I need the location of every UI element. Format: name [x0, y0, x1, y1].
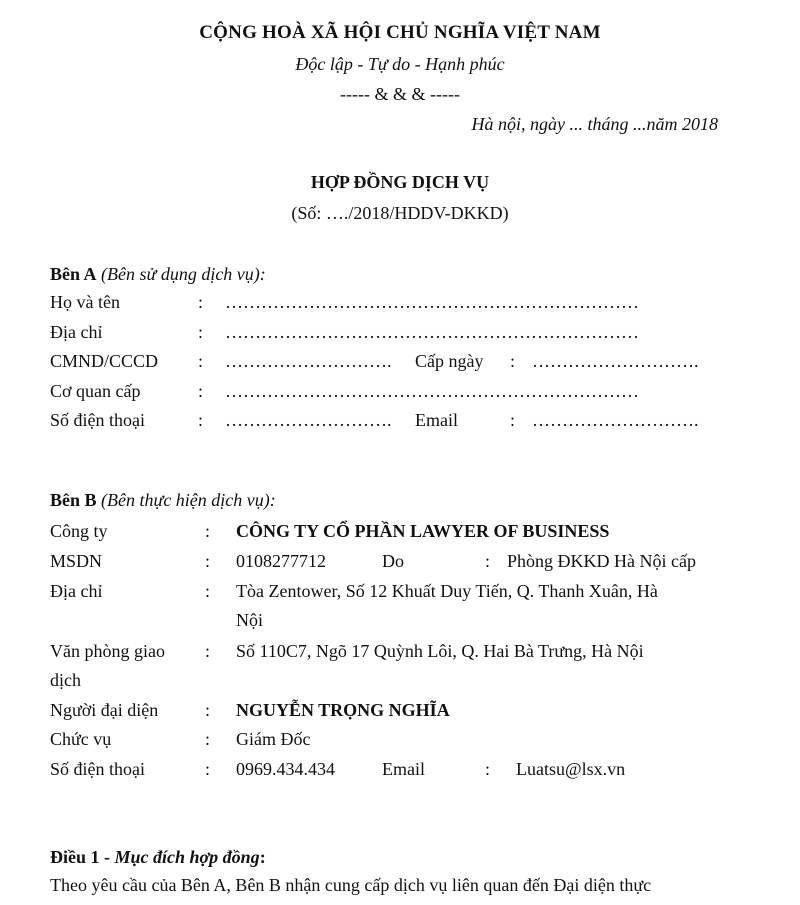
party-a-desc: (Bên sử dụng dịch vụ): — [101, 264, 266, 284]
email-label: Email — [382, 759, 425, 779]
party-b-company-row — [50, 521, 730, 547]
party-b-address-row-2 — [50, 610, 730, 636]
field-colon: : — [205, 521, 211, 541]
email-blank: ………………………. — [532, 410, 699, 430]
field-colon: : — [205, 641, 211, 661]
field-colon: : — [205, 551, 211, 571]
party-b-msdn-row — [50, 551, 730, 577]
party-b-position-row — [50, 729, 730, 755]
field-label: Công ty — [50, 521, 108, 541]
address-line-1: Tòa Zentower, Số 12 Khuất Duy Tiến, Q. Thanh Xuân, Hà — [236, 581, 658, 601]
field-colon: : — [198, 410, 204, 430]
party-b-office-row — [50, 641, 730, 667]
field-colon: : — [485, 551, 491, 571]
party-b-phone-row — [50, 759, 730, 785]
article-1-colon: : — [259, 847, 266, 867]
article-1-number: Điều 1 - — [50, 847, 110, 867]
national-motto: Độc lập - Tự do - Hạnh phúc — [295, 54, 505, 74]
field-colon: : — [510, 410, 516, 430]
email-value: Luatsu@lsx.vn — [516, 759, 626, 779]
party-a-heading — [50, 264, 266, 285]
article-1-heading — [50, 847, 266, 868]
party-b-desc: (Bên thực hiện dịch vụ): — [101, 490, 276, 510]
party-b-office-row-2 — [50, 670, 730, 696]
field-label: Địa chỉ — [50, 581, 103, 601]
field-colon: : — [485, 759, 491, 779]
field-label: Chức vụ — [50, 729, 112, 749]
address-blank: …………………………………………………………… — [225, 322, 639, 342]
field-label: Họ và tên — [50, 292, 120, 312]
field-label: Cơ quan cấp — [50, 381, 141, 401]
name-blank: …………………………………………………………… — [225, 292, 639, 312]
field-label: CMND/CCCD — [50, 351, 159, 371]
issue-date-label: Cấp ngày — [415, 351, 484, 371]
field-label: MSDN — [50, 551, 103, 571]
party-a-address-row — [50, 322, 730, 348]
party-a-name-row — [50, 292, 730, 318]
phone-blank: ………………………. — [225, 410, 392, 430]
field-label: Số điện thoại — [50, 759, 145, 779]
email-label: Email — [415, 410, 458, 430]
field-label: Địa chỉ — [50, 322, 103, 342]
field-label: Người đại diện — [50, 700, 159, 720]
field-colon: : — [198, 292, 204, 312]
field-colon: : — [510, 351, 516, 371]
party-b-address-row — [50, 581, 730, 607]
field-colon: : — [205, 729, 211, 749]
field-colon: : — [198, 381, 204, 401]
party-a-label: Bên A — [50, 264, 97, 284]
party-b-label: Bên B — [50, 490, 97, 510]
article-1-title: Mục đích hợp đồng — [114, 847, 260, 867]
ornament-divider: ----- & & & ----- — [340, 84, 460, 104]
party-b-heading — [50, 490, 276, 511]
field-colon: : — [198, 351, 204, 371]
address-line-2: Nội — [236, 610, 263, 630]
national-title: CỘNG HOÀ XÃ HỘI CHỦ NGHĨA VIỆT NAM — [199, 22, 601, 43]
field-colon: : — [205, 581, 211, 601]
contract-number: (Số: …./2018/HDDV-DKKD) — [291, 203, 509, 223]
id-blank: ………………………. — [225, 351, 392, 371]
company-name: CÔNG TY CỔ PHẦN LAWYER OF BUSINESS — [236, 521, 610, 541]
issue-date-blank: ………………………. — [532, 351, 699, 371]
party-a-issuer-row — [50, 381, 730, 407]
party-a-id-row — [50, 351, 730, 377]
field-label: Văn phòng giao — [50, 641, 165, 661]
party-b-rep-row — [50, 700, 730, 726]
place-date: Hà nội, ngày ... tháng ...năm 2018 — [471, 114, 718, 134]
msdn-value: 0108277712 — [236, 551, 326, 571]
field-colon: : — [205, 700, 211, 720]
article-1-text: Theo yêu cầu của Bên A, Bên B nhận cung cấp dịch vụ liên quan đến Đại diện thực — [50, 875, 652, 895]
party-a-phone-row — [50, 410, 730, 436]
issuer-blank: …………………………………………………………… — [225, 381, 639, 401]
phone-value: 0969.434.434 — [236, 759, 335, 779]
position-value: Giám Đốc — [236, 729, 311, 749]
field-label-continued: dịch — [50, 670, 81, 690]
field-colon: : — [205, 759, 211, 779]
issued-by-value: Phòng ĐKKD Hà Nội cấp — [507, 551, 696, 571]
representative-name: NGUYỄN TRỌNG NGHĨA — [236, 700, 450, 720]
issued-by-label: Do — [382, 551, 404, 571]
field-colon: : — [198, 322, 204, 342]
office-address: Số 110C7, Ngõ 17 Quỳnh Lôi, Q. Hai Bà Trưng, Hà Nội — [236, 641, 644, 661]
contract-title: HỢP ĐỒNG DỊCH VỤ — [310, 172, 490, 192]
field-label: Số điện thoại — [50, 410, 145, 430]
